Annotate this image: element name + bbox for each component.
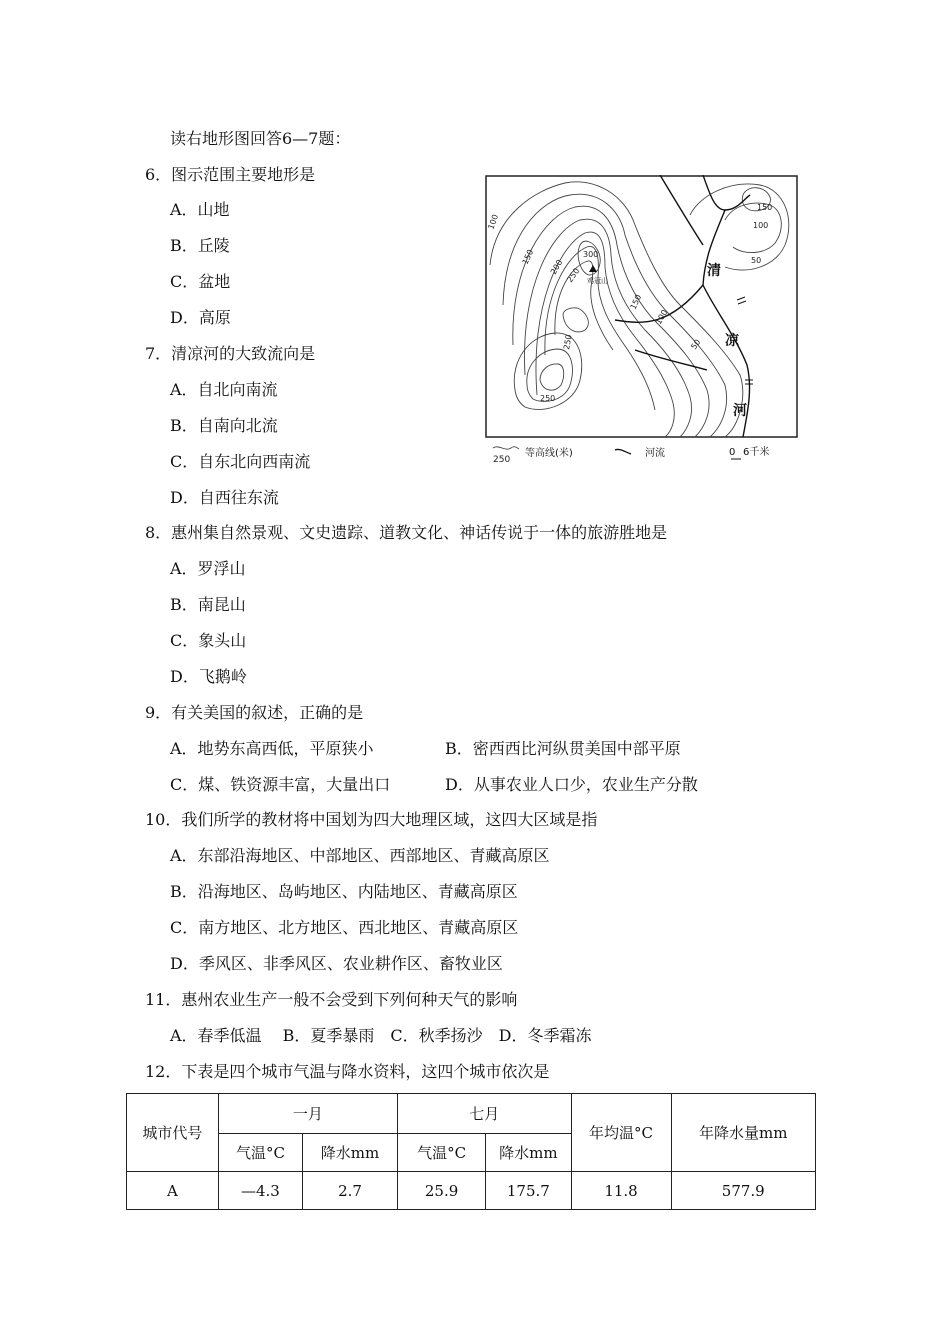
cell-jan-temp: —4.3 bbox=[218, 1172, 302, 1210]
contour-line-icon bbox=[493, 447, 519, 449]
map-label-contour: 150 bbox=[628, 293, 644, 311]
q6-option-b[interactable]: B．丘陵 bbox=[170, 236, 230, 255]
question-8: 8．惠州集自然景观、文史遗踪、道教文化、神话传说于一体的旅游胜地是 bbox=[145, 523, 668, 542]
cell-annual-temp: 11.8 bbox=[571, 1172, 671, 1210]
q9-option-d[interactable]: D．从事农业人口少，农业生产分散 bbox=[445, 775, 698, 794]
map-label-contour: 100 bbox=[486, 213, 501, 231]
legend-scale-label: 6千米 bbox=[743, 447, 770, 458]
header-annual-temp: 年均温°C bbox=[571, 1094, 671, 1172]
q7-option-a[interactable]: A．自北向南流 bbox=[170, 380, 278, 399]
table-row bbox=[127, 1172, 816, 1210]
cell-jul-temp: 25.9 bbox=[398, 1172, 486, 1210]
header-jul-temp: 气温°C bbox=[398, 1134, 486, 1172]
map-label-peak-elevation: 300 bbox=[583, 250, 599, 259]
map-label-contour: 100 bbox=[753, 221, 769, 230]
river-line-icon bbox=[615, 449, 631, 454]
map-label-river: 河 bbox=[733, 403, 747, 419]
cell-jul-precip: 175.7 bbox=[486, 1172, 571, 1210]
climate-data-table bbox=[126, 1093, 816, 1210]
q7-option-b[interactable]: B．自南向北流 bbox=[170, 416, 278, 435]
map-legend bbox=[485, 442, 798, 466]
q7-option-d[interactable]: D．自西往东流 bbox=[170, 488, 279, 507]
q9-option-a[interactable]: A．地势东高西低，平原狭小 bbox=[170, 739, 374, 758]
q10-option-a[interactable]: A．东部沿海地区、中部地区、西部地区、青藏高原区 bbox=[170, 846, 550, 865]
q10-option-b[interactable]: B．沿海地区、岛屿地区、内陆地区、青藏高原区 bbox=[170, 882, 518, 901]
question-10: 10．我们所学的教材将中国划为四大地理区域，这四大区域是指 bbox=[145, 810, 598, 829]
header-jan-precip: 降水mm bbox=[303, 1134, 398, 1172]
map-label-contour: 200 bbox=[548, 258, 565, 276]
map-label-contour: 250 bbox=[540, 394, 556, 403]
legend-scale-zero: 0 bbox=[729, 447, 736, 458]
map-label-peak-name: 鸡冠山 bbox=[587, 277, 608, 285]
q6-option-d[interactable]: D．高原 bbox=[170, 308, 231, 327]
question-9: 9．有关美国的叙述，正确的是 bbox=[145, 703, 364, 722]
topographic-map bbox=[485, 175, 798, 438]
map-label-contour: 150 bbox=[520, 248, 536, 266]
q8-option-c[interactable]: C．象头山 bbox=[170, 631, 247, 650]
map-label-contour: 50 bbox=[751, 256, 762, 265]
q10-option-c[interactable]: C．南方地区、北方地区、西北地区、青藏高原区 bbox=[170, 918, 519, 937]
q10-option-d[interactable]: D．季风区、非季风区、农业耕作区、畜牧业区 bbox=[170, 954, 503, 973]
question-6: 6．图示范围主要地形是 bbox=[145, 165, 316, 184]
cell-city: A bbox=[127, 1172, 219, 1210]
question-7: 7．清凉河的大致流向是 bbox=[145, 344, 316, 363]
header-july: 七月 bbox=[398, 1094, 572, 1134]
header-jan-temp: 气温°C bbox=[218, 1134, 302, 1172]
map-label-contour: 250 bbox=[562, 333, 574, 351]
map-label-contour: 50 bbox=[689, 337, 703, 352]
q9-option-b[interactable]: B．密西西比河纵贯美国中部平原 bbox=[445, 739, 681, 758]
header-january: 一月 bbox=[218, 1094, 397, 1134]
map-label-river: 清 bbox=[707, 263, 721, 279]
header-city: 城市代号 bbox=[127, 1094, 219, 1172]
cell-annual-precip: 577.9 bbox=[671, 1172, 815, 1210]
legend-contour-value: 250 bbox=[493, 455, 511, 465]
question-11: 11．惠州农业生产一般不会受到下列何种天气的影响 bbox=[145, 990, 518, 1009]
q11-options[interactable]: A．春季低温 B．夏季暴雨 C．秋季扬沙 D．冬季霜冻 bbox=[170, 1026, 592, 1045]
cell-jan-precip: 2.7 bbox=[303, 1172, 398, 1210]
q6-option-a[interactable]: A．山地 bbox=[170, 200, 230, 219]
map-label-contour: 150 bbox=[757, 203, 773, 212]
q7-option-c[interactable]: C．自东北向西南流 bbox=[170, 452, 311, 471]
intro-text: 读右地形图回答6—7题： bbox=[170, 129, 351, 148]
header-annual-precip: 年降水量mm bbox=[671, 1094, 815, 1172]
legend-river-label: 河流 bbox=[645, 448, 665, 459]
q6-option-c[interactable]: C．盆地 bbox=[170, 272, 231, 291]
legend-contour-label: 等高线(米) bbox=[525, 448, 573, 459]
header-jul-precip: 降水mm bbox=[486, 1134, 571, 1172]
map-label-contour: 250 bbox=[565, 266, 582, 285]
map-label-contour: 100 bbox=[653, 308, 670, 326]
q9-option-c[interactable]: C．煤、铁资源丰富，大量出口 bbox=[170, 775, 391, 794]
q8-option-d[interactable]: D．飞鹅岭 bbox=[170, 667, 247, 686]
q8-option-a[interactable]: A．罗浮山 bbox=[170, 559, 246, 578]
q8-option-b[interactable]: B．南昆山 bbox=[170, 595, 246, 614]
question-12: 12．下表是四个城市气温与降水资料，这四个城市依次是 bbox=[145, 1062, 550, 1081]
map-label-river: 凉 bbox=[725, 333, 739, 349]
